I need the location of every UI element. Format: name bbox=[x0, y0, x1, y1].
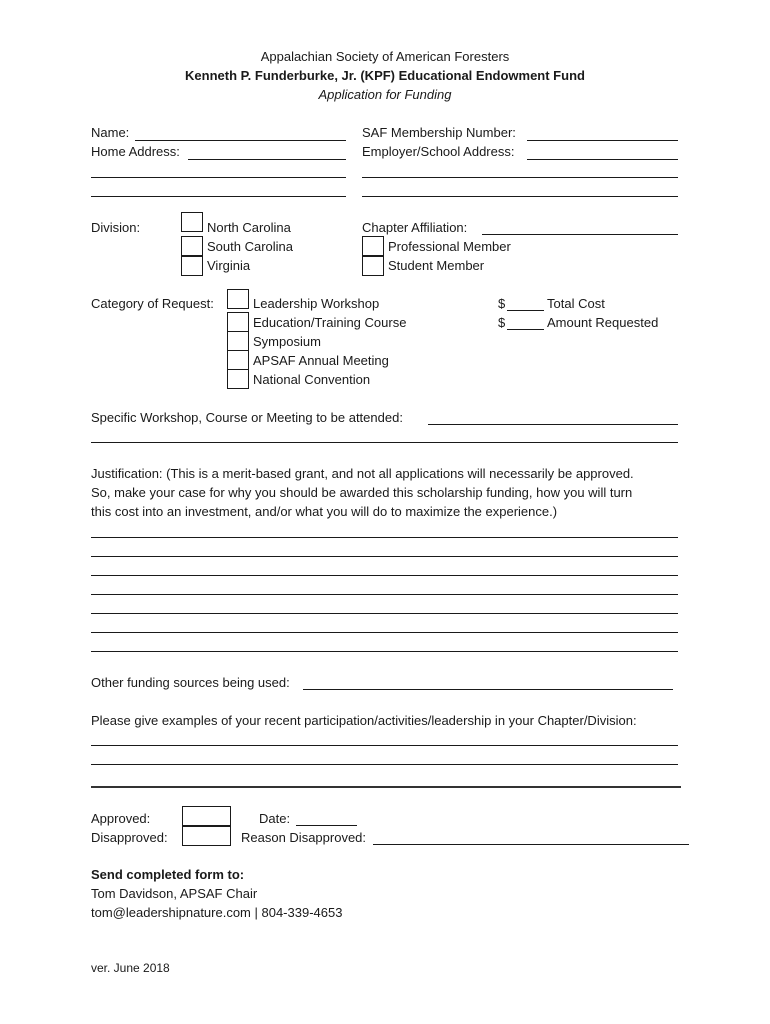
send-email-phone: tom@leadershipnature.com | 804-339-4653 bbox=[91, 905, 343, 920]
justification-line[interactable] bbox=[91, 632, 678, 633]
other-funding-field[interactable] bbox=[303, 689, 673, 690]
section-divider bbox=[91, 786, 681, 788]
reason-disapproved-field[interactable] bbox=[373, 844, 689, 845]
division-option-va: Virginia bbox=[207, 258, 251, 273]
saf-number-label: SAF Membership Number: bbox=[362, 125, 516, 140]
approved-box[interactable] bbox=[182, 806, 231, 826]
justification-line[interactable] bbox=[91, 594, 678, 595]
chapter-affiliation-field[interactable] bbox=[482, 234, 678, 235]
division-option-sc: South Carolina bbox=[207, 239, 293, 254]
category-option-symposium: Symposium bbox=[253, 334, 321, 349]
employer-address-label: Employer/School Address: bbox=[362, 144, 515, 159]
justification-text-line-1: Justification: (This is a merit-based grant, and not all applications will necessarily be approved. bbox=[91, 466, 634, 481]
category-option-education: Education/Training Course bbox=[253, 315, 407, 330]
chapter-affiliation-label: Chapter Affiliation: bbox=[362, 220, 468, 235]
category-annual-meeting-checkbox[interactable] bbox=[227, 350, 249, 370]
category-option-leadership: Leadership Workshop bbox=[253, 296, 380, 311]
student-member-checkbox[interactable] bbox=[362, 256, 384, 276]
send-contact: Tom Davidson, APSAF Chair bbox=[91, 886, 258, 901]
approved-label: Approved: bbox=[91, 811, 151, 826]
send-heading: Send completed form to: bbox=[91, 867, 245, 882]
membership-option-student: Student Member bbox=[388, 258, 485, 273]
category-education-checkbox[interactable] bbox=[227, 312, 249, 332]
professional-member-checkbox[interactable] bbox=[362, 236, 384, 256]
total-cost-field[interactable] bbox=[507, 310, 544, 311]
category-convention-checkbox[interactable] bbox=[227, 369, 249, 389]
fund-title: Kenneth P. Funderburke, Jr. (KPF) Educational Endowment Fund bbox=[185, 68, 585, 83]
home-address-line-3[interactable] bbox=[91, 196, 346, 197]
category-label: Category of Request: bbox=[91, 296, 214, 311]
org-name: Appalachian Society of American Foresters bbox=[260, 49, 510, 64]
division-va-checkbox[interactable] bbox=[181, 256, 203, 276]
employer-address-line-2[interactable] bbox=[362, 177, 678, 178]
division-nc-checkbox[interactable] bbox=[181, 212, 203, 232]
examples-line[interactable] bbox=[91, 764, 678, 765]
membership-option-professional: Professional Member bbox=[388, 239, 511, 254]
category-option-convention: National Convention bbox=[253, 372, 371, 387]
employer-address-field[interactable] bbox=[527, 159, 678, 160]
justification-text-line-3: this cost into an investment, and/or what you will do to maximize the experience.) bbox=[91, 504, 558, 519]
examples-line[interactable] bbox=[91, 745, 678, 746]
disapproved-box[interactable] bbox=[182, 826, 231, 846]
total-cost-label: Total Cost bbox=[547, 296, 605, 311]
disapproved-label: Disapproved: bbox=[91, 830, 168, 845]
amount-requested-currency: $ bbox=[498, 315, 506, 330]
amount-requested-field[interactable] bbox=[507, 329, 544, 330]
specific-meeting-line-2[interactable] bbox=[91, 442, 678, 443]
division-option-nc: North Carolina bbox=[207, 220, 291, 235]
home-address-field[interactable] bbox=[188, 159, 346, 160]
justification-line[interactable] bbox=[91, 613, 678, 614]
name-label: Name: bbox=[91, 125, 130, 140]
total-cost-currency: $ bbox=[498, 296, 506, 311]
justification-line[interactable] bbox=[91, 575, 678, 576]
other-funding-label: Other funding sources being used: bbox=[91, 675, 290, 690]
employer-address-line-3[interactable] bbox=[362, 196, 678, 197]
justification-text-line-2: So, make your case for why you should be awarded this scholarship funding, how you will turn bbox=[91, 485, 633, 500]
justification-line[interactable] bbox=[91, 556, 678, 557]
category-leadership-checkbox[interactable] bbox=[227, 289, 249, 309]
home-address-label: Home Address: bbox=[91, 144, 180, 159]
form-subtitle: Application for Funding bbox=[318, 87, 452, 102]
category-symposium-checkbox[interactable] bbox=[227, 331, 249, 351]
examples-label: Please give examples of your recent participation/activities/leadership in your Chapter/Division: bbox=[91, 713, 637, 728]
division-sc-checkbox[interactable] bbox=[181, 236, 203, 256]
category-option-annual-meeting: APSAF Annual Meeting bbox=[253, 353, 389, 368]
date-field[interactable] bbox=[296, 825, 357, 826]
version-label: ver. June 2018 bbox=[91, 961, 170, 975]
specific-meeting-label: Specific Workshop, Course or Meeting to be attended: bbox=[91, 410, 403, 425]
justification-line[interactable] bbox=[91, 651, 678, 652]
name-field[interactable] bbox=[135, 140, 346, 141]
saf-number-field[interactable] bbox=[527, 140, 678, 141]
reason-disapproved-label: Reason Disapproved: bbox=[241, 830, 367, 845]
specific-meeting-field[interactable] bbox=[428, 424, 678, 425]
amount-requested-label: Amount Requested bbox=[547, 315, 659, 330]
justification-line[interactable] bbox=[91, 537, 678, 538]
date-label: Date: bbox=[259, 811, 291, 826]
home-address-line-2[interactable] bbox=[91, 177, 346, 178]
division-label: Division: bbox=[91, 220, 141, 235]
